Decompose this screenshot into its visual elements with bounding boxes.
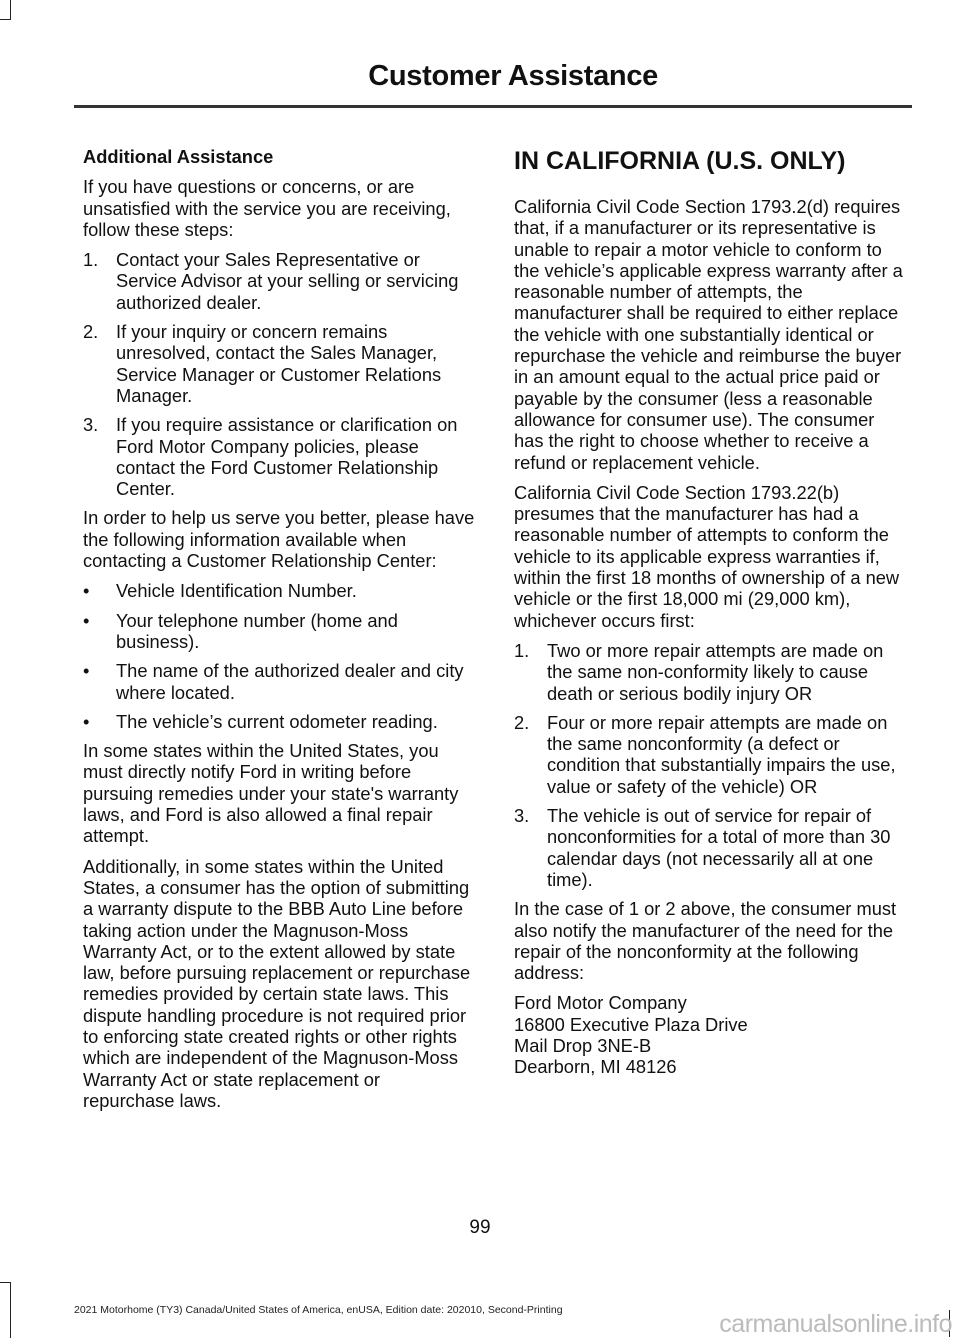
list-number: 1.	[83, 249, 99, 271]
bullet-item	[83, 711, 475, 732]
crop-mark-top-left	[0, 0, 11, 20]
bullet-item	[83, 610, 475, 653]
bullet-text: Your telephone number (home and business).	[116, 609, 398, 652]
california-paragraph-1: California Civil Code Section 1793.2(d) requires that, if a manufacturer or its representative is unable to repair a motor vehicle to conform to the vehicle’s applicable express warranty after a reasonable number of attempts, the manufacturer shall be required to either replace the vehicle with one substantially identical or repurchase the vehicle and reimburse the buyer in an amount equal to the actual price paid or payable by the consumer (less a reasonable allowance for consumer use). The consumer has the right to choose whether to receive a refund or replacement vehicle.	[514, 196, 903, 473]
list-number: 1.	[514, 639, 530, 661]
address-line: Dearborn, MI 48126	[514, 1056, 677, 1078]
bullet-text: The vehicle’s current odometer reading.	[116, 710, 438, 732]
bullet-text: Vehicle Identification Number.	[116, 580, 357, 602]
bullet-icon: •	[83, 580, 90, 602]
address-line: Mail Drop 3NE-B	[514, 1034, 652, 1056]
intro-paragraph: If you have questions or concerns, or are unsatisfied with the service you are receiving, follow these steps:	[83, 176, 451, 240]
list-number: 2.	[83, 321, 99, 343]
list-item	[83, 414, 475, 499]
heading-california: IN CALIFORNIA (U.S. ONLY)	[514, 147, 846, 175]
bullet-list	[83, 580, 475, 732]
section-title: Customer Assistance	[368, 60, 658, 92]
list-text: Two or more repair attempts are made on the same non-conformity likely to cause death or serious bodily injury OR	[547, 639, 884, 704]
mailing-address	[514, 992, 907, 1077]
bullet-item	[83, 580, 475, 601]
crop-mark-bottom-left	[0, 1282, 11, 1338]
address-line: Ford Motor Company	[514, 992, 687, 1014]
footer-edition-info: 2021 Motorhome (TY3) Canada/United States of America, enUSA, Edition date: 202010, Second-Printing	[74, 1304, 563, 1316]
info-paragraph: In order to help us serve you better, please have the following information available when contacting a Customer Relationship Center:	[83, 507, 475, 572]
subheading-additional-assistance: Additional Assistance	[83, 146, 274, 167]
list-text: If you require assistance or clarification on Ford Motor Company policies, please contact the Ford Customer Relationship Center.	[116, 414, 458, 500]
conditions-list	[514, 640, 907, 890]
list-text: Contact your Sales Representative or Service Advisor at your selling or servicing authorized dealer.	[116, 249, 459, 313]
list-number: 3.	[514, 805, 530, 827]
list-text: Four or more repair attempts are made on the same nonconformity (a defect or condition that substantially impairs the use, value or safety of the vehicle) OR	[547, 711, 896, 797]
address-line: 16800 Executive Plaza Drive	[514, 1013, 748, 1035]
bullet-item	[83, 660, 475, 703]
list-item	[514, 805, 907, 890]
list-text: The vehicle is out of service for repair of nonconformities for a total of more than 30 calendar days (not necessarily all at one time).	[547, 805, 891, 890]
bullet-icon: •	[83, 710, 90, 732]
list-item	[514, 712, 907, 797]
bullet-icon: •	[83, 660, 90, 682]
list-text: If your inquiry or concern remains unresolved, contact the Sales Manager, Service Manager or Customer Relations Manager.	[116, 321, 442, 406]
watermark: carmanualsonline.info	[719, 1310, 952, 1338]
header-divider	[74, 105, 912, 108]
bullet-icon: •	[83, 609, 90, 631]
list-number: 2.	[514, 711, 530, 733]
bbb-paragraph: Additionally, in some states within the United States, a consumer has the option of submitting a warranty dispute to the BBB Auto Line before taking action under the Magnuson-Moss Warranty Act, or to the extent allowed by state law, before pursuing replacement or repurchase remedies provided by certain state laws. This dispute handling procedure is not required prior to enforcing state created rights or other rights which are independent of the Magnuson-Moss Warranty Act or state replacement or repurchase laws.	[83, 855, 471, 1111]
california-paragraph-2: California Civil Code Section 1793.22(b) presumes that the manufacturer has had a reasonable number of attempts to conform the vehicle to its applicable express warranties if, within the first 18 months of ownership of a new vehicle or the first 18,000 mi (29,000 km), whichever occurs first:	[514, 481, 900, 631]
right-column	[514, 146, 907, 1078]
list-number: 3.	[83, 414, 99, 436]
page-number: 99	[469, 1217, 491, 1238]
list-item	[83, 249, 475, 313]
list-item	[514, 640, 907, 704]
list-item	[83, 321, 475, 406]
steps-list	[83, 249, 475, 499]
states-paragraph: In some states within the United States, you must directly notify Ford in writing before pursuing remedies under your state's warranty laws, and Ford is also allowed a final repair attempt.	[83, 740, 459, 847]
bullet-text: The name of the authorized dealer and city where located.	[116, 660, 464, 703]
left-column	[83, 146, 475, 1120]
california-paragraph-3: In the case of 1 or 2 above, the consumer must also notify the manufacturer of the need for the repair of the nonconformity at the following address:	[514, 898, 897, 984]
